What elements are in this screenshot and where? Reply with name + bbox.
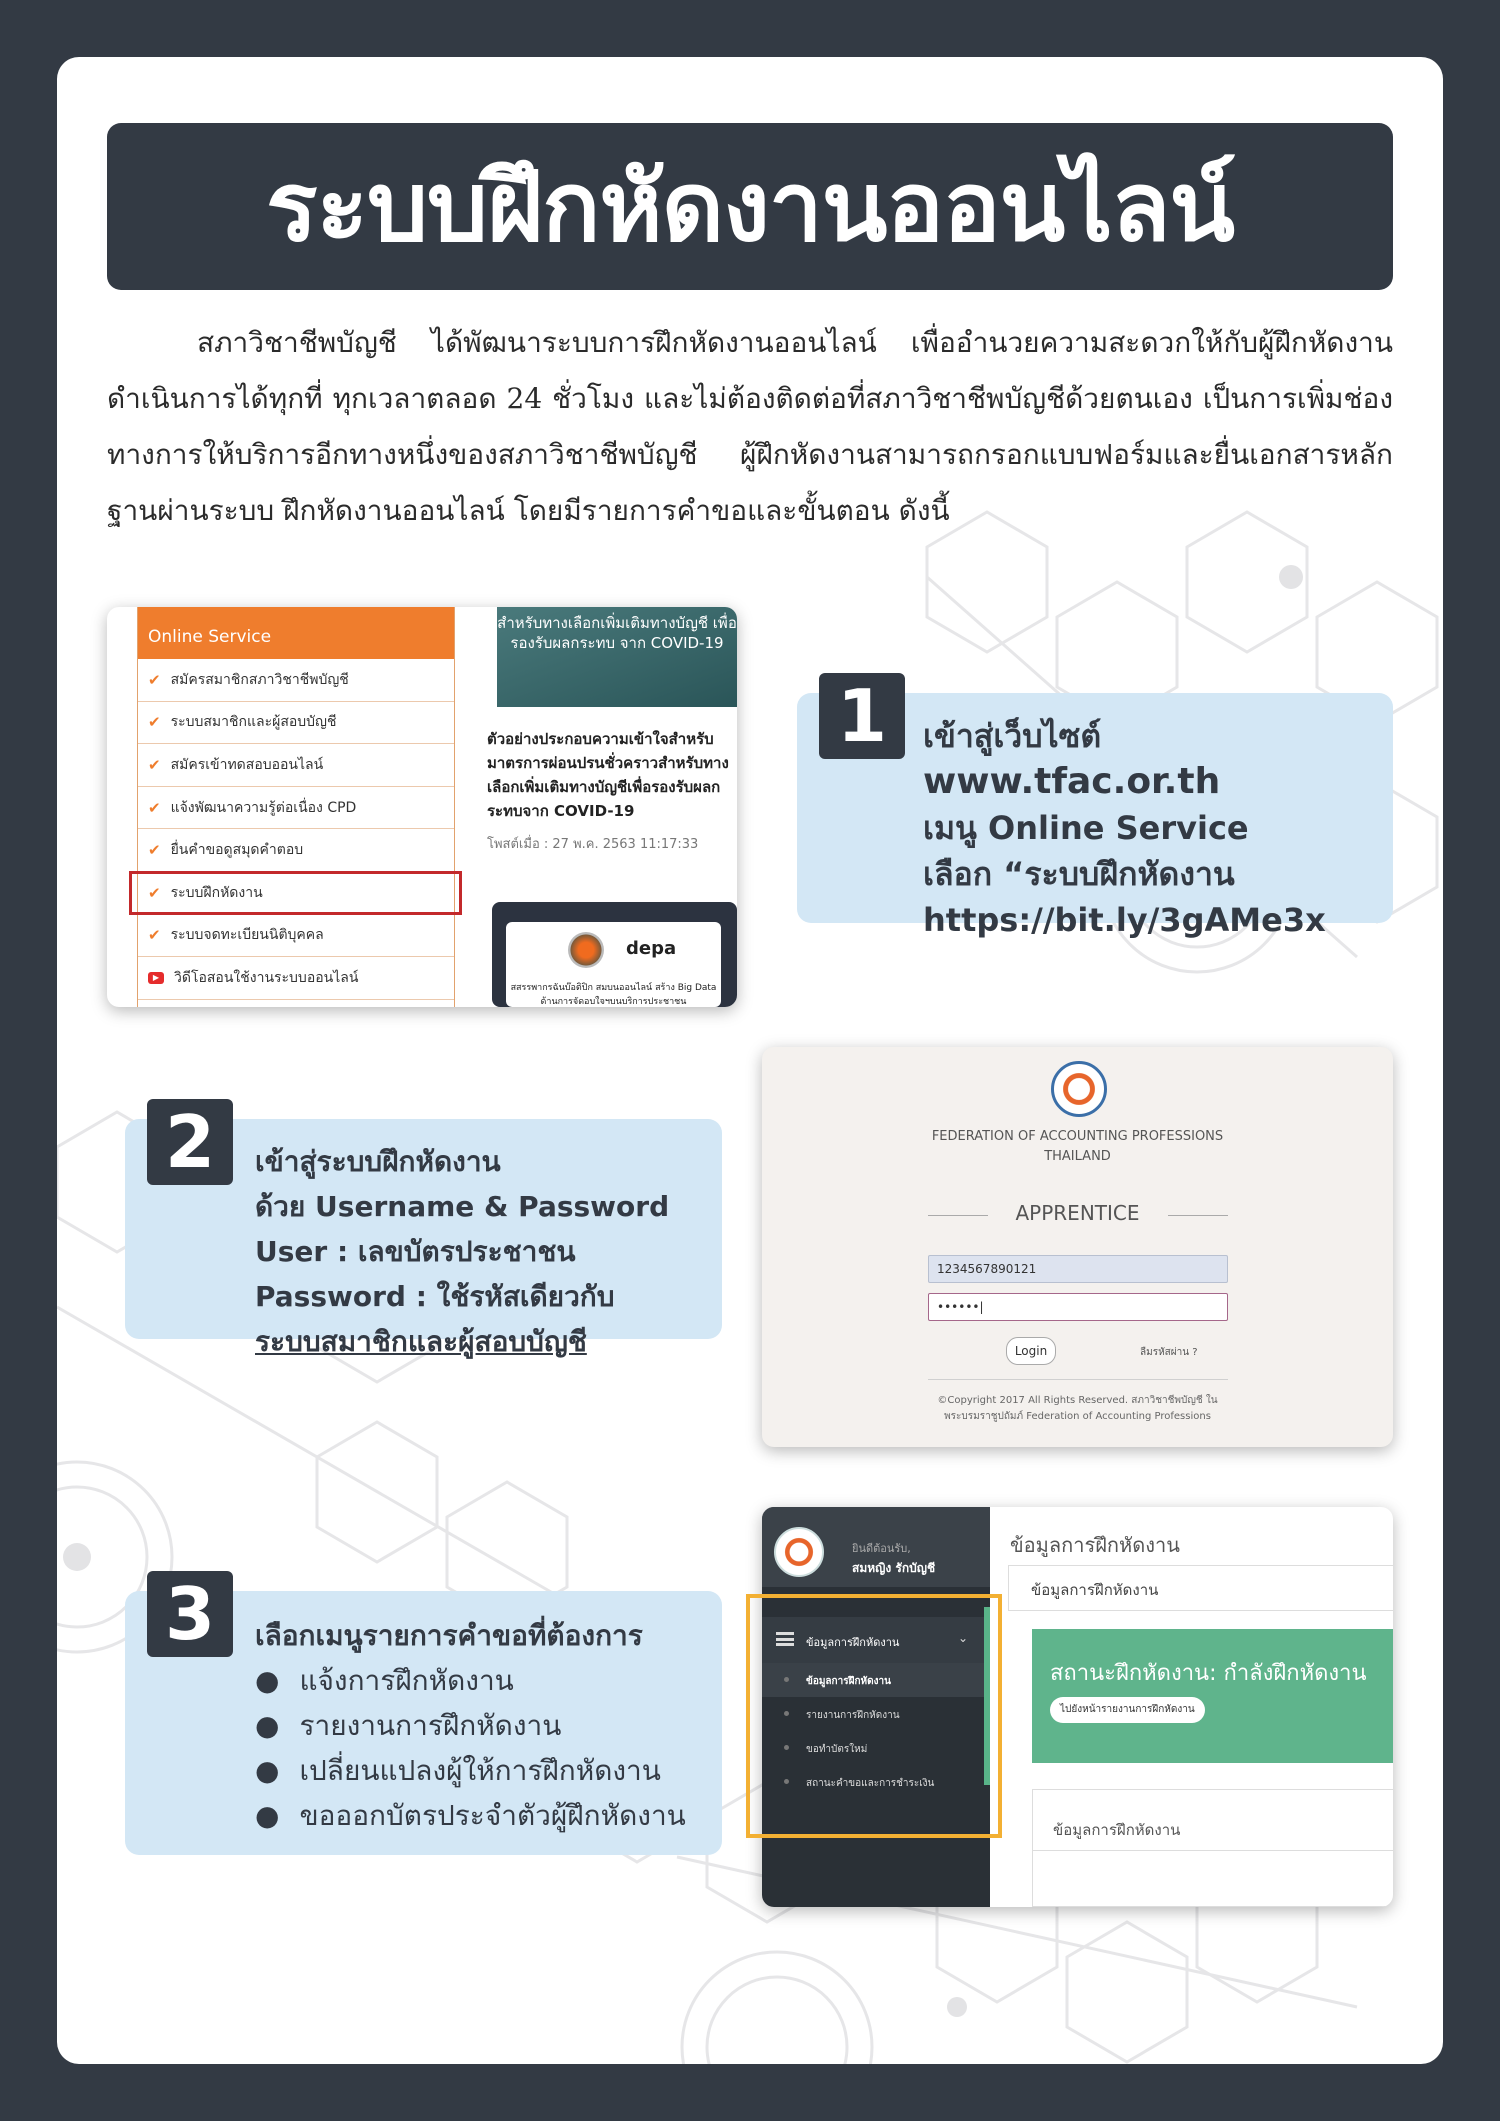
- check-icon: ✔: [148, 841, 161, 860]
- news-card[interactable]: [492, 902, 737, 1007]
- menu-item-label: ระบบจดทะเบียนนิติบุคคล: [170, 927, 324, 944]
- menu-item-label: ระบบสมาชิกและผู้สอบบัญชี: [170, 714, 337, 731]
- list-item-label: ขอออกบัตรประจำตัวผู้ฝึกหัดงาน: [299, 1799, 686, 1832]
- step-number: 3: [147, 1571, 233, 1657]
- check-icon: ✔: [148, 926, 161, 945]
- forgot-password-link[interactable]: ลืมรหัสผ่าน ?: [1140, 1347, 1198, 1358]
- list-item-label: เปลี่ยนแปลงผู้ให้การฝึกหัดงาน: [299, 1754, 661, 1787]
- copyright-line: พระบรมราชูปถัมภ์ Federation of Accounting Professions: [944, 1411, 1211, 1422]
- go-to-report-button[interactable]: ไปยังหน้ารายงานการฝึกหัดงาน: [1050, 1697, 1205, 1723]
- check-icon: ✔: [148, 670, 161, 689]
- org-name: FEDERATION OF ACCOUNTING PROFESSIONS: [931, 1129, 1224, 1144]
- step-2-line-1: เข้าสู่ระบบฝึกหัดงาน: [255, 1145, 501, 1178]
- check-icon: ✔: [148, 798, 161, 817]
- status-text: สถานะฝึกหัดงาน: กำลังฝึกหัดงาน: [1050, 1661, 1367, 1686]
- step-1-line-1: [923, 713, 1393, 805]
- youtube-icon: ▶: [148, 972, 164, 984]
- info-panel-title: ข้อมูลการฝึกหัดงาน: [1053, 1821, 1181, 1839]
- step-number: 2: [147, 1099, 233, 1185]
- online-service-screenshot: [107, 607, 737, 1007]
- federation-seal-icon: [1051, 1061, 1107, 1117]
- online-service-menu: [137, 607, 455, 1007]
- menu-item-label: สมัครเข้าทดสอบออนไลน์: [170, 756, 324, 773]
- step-1-text: [923, 713, 1393, 943]
- org-country: THAILAND: [1044, 1149, 1111, 1164]
- username-input[interactable]: 1234567890121: [928, 1255, 1228, 1283]
- login-screenshot: [762, 1047, 1393, 1447]
- menu-item[interactable]: [138, 787, 454, 830]
- step-1-box: [797, 674, 1393, 939]
- divider: [928, 1379, 1228, 1380]
- subitem-label: ข้อมูลการฝึกหัดงาน: [806, 1676, 891, 1687]
- news-date: โพสต์เมื่อ : 27 พ.ค. 2563 11:17:33: [487, 837, 699, 852]
- status-card: [1032, 1629, 1393, 1763]
- menu-item[interactable]: [138, 702, 454, 745]
- news-card-inner: [506, 922, 721, 1007]
- check-icon: ✔: [148, 883, 161, 902]
- intro-paragraph: สภาวิชาชีพบัญชี ได้พัฒนาระบบการฝึกหัดงานออนไลน์ เพื่ออำนวยความสะดวกให้กับผู้ฝึกหัดงาน ดำเนินการได้ทุกที่ ทุกเวลาตลอด 24 ชั่วโมง และไม่ต้องติดต่อที่สภาวิชาชีพบัญชีด้วยตนเอง เป็นการเพิ่มช่องทางการให้บริการอีกทางหนึ่งของสภาวิชาชีพบัญชี ผู้ฝึกหัดงานสามารถกรอกแบบฟอร์มและยื่นเอกสารหลักฐานผ่านระบบ ฝึกหัดงานออนไลน์ โดยมีรายการคำขอและขั้นตอน ดังนี้: [107, 326, 1393, 527]
- step-2-text: [255, 1139, 669, 1364]
- copyright: [762, 1393, 1393, 1425]
- user-name: สมหญิง รักบัญชี: [852, 1561, 936, 1575]
- title-banner: [107, 123, 1393, 290]
- check-icon: ✔: [148, 755, 161, 774]
- list-item: [255, 1793, 686, 1838]
- menu-item-label: แจ้งพัฒนาความรู้ต่อเนื่อง CPD: [170, 799, 357, 816]
- bullet-icon: ●: [255, 1754, 280, 1787]
- login-button[interactable]: Login: [1006, 1337, 1056, 1365]
- menu-item-label: สมัครสมาชิกสภาวิชาชีพบัญชี: [170, 671, 349, 688]
- subitem-label: ขอทำบัตรใหม่: [806, 1744, 868, 1755]
- bullet-icon: ●: [255, 1664, 280, 1697]
- welcome-text: ยินดีต้อนรับ,: [852, 1542, 911, 1555]
- step-2-line-2: ด้วย Username & Password: [255, 1190, 670, 1223]
- list-item: [255, 1658, 686, 1703]
- step-2-line-4: Password : ใช้รหัสเดียวกับ: [255, 1280, 615, 1313]
- step-2-box: [125, 1100, 722, 1358]
- chevron-down-icon: ⌄: [957, 1631, 968, 1645]
- menu-item[interactable]: [138, 829, 454, 872]
- highlight-box: [129, 871, 462, 915]
- info-panel: [1032, 1789, 1393, 1907]
- subitem-label: รายงานการฝึกหัดงาน: [806, 1710, 900, 1721]
- divider: [1033, 1850, 1393, 1851]
- step-3-box: [125, 1572, 722, 1855]
- list-item-label: รายงานการฝึกหัดงาน: [299, 1709, 562, 1742]
- menu-item[interactable]: [138, 659, 454, 702]
- step-1-line-3: เลือก “ระบบฝึกหัดงาน: [923, 855, 1235, 893]
- bullet-icon: ●: [255, 1799, 280, 1832]
- step-1-line-2: เมนู Online Service: [923, 809, 1249, 847]
- seal-icon: [568, 932, 604, 968]
- step-3-text: [255, 1613, 686, 1838]
- login-heading: APPRENTICE: [1015, 1201, 1140, 1225]
- short-link[interactable]: https://bit.ly/3gAMe3x: [923, 901, 1326, 939]
- news-image-caption: สำหรับทางเลือกเพิ่มเติมทางบัญชี เพื่อรองรับผลกระทบ จาก COVID-19: [497, 614, 737, 652]
- depa-logo: depa: [626, 938, 677, 959]
- password-input[interactable]: ••••••|: [928, 1293, 1228, 1321]
- website-link[interactable]: www.tfac.or.th: [923, 761, 1221, 802]
- member-system-link[interactable]: ระบบสมาชิกและผู้สอบบัญชี: [255, 1325, 587, 1358]
- user-panel: [762, 1507, 990, 1587]
- list-item: [255, 1748, 686, 1793]
- check-icon: ✔: [148, 713, 161, 732]
- list-item: [255, 1703, 686, 1748]
- avatar: [774, 1527, 824, 1577]
- news-image: [497, 607, 737, 707]
- page-title: ระบบฝึกหัดงานออนไลน์: [265, 150, 1235, 263]
- step-3-title: เลือกเมนูรายการคำขอที่ต้องการ: [255, 1619, 643, 1652]
- menu-label: ข้อมูลการฝึกหัดงาน: [806, 1636, 900, 1649]
- step-number: 1: [819, 673, 905, 759]
- highlight-box: [746, 1594, 1002, 1838]
- dashboard-title: ข้อมูลการฝึกหัดงาน: [1010, 1533, 1180, 1557]
- step-2-line-3: User : เลขบัตรประชาชน: [255, 1235, 576, 1268]
- list-item-label: แจ้งการฝึกหัดงาน: [299, 1664, 514, 1697]
- poster-card: [57, 57, 1443, 2064]
- bullet-icon: ●: [255, 1709, 280, 1742]
- federation-name: [762, 1127, 1393, 1167]
- subitem-label: สถานะคำขอและการชำระเงิน: [806, 1778, 935, 1789]
- copyright-line: ©Copyright 2017 All Rights Reserved. สภาวิชาชีพบัญชี ใน: [937, 1395, 1218, 1406]
- online-service-header: Online Service: [138, 607, 454, 659]
- panel-header: ข้อมูลการฝึกหัดงาน: [1008, 1565, 1393, 1611]
- menu-item[interactable]: [138, 957, 454, 1000]
- menu-item-label: วิดีโอสอนใช้งานระบบออนไลน์: [174, 969, 359, 986]
- menu-item[interactable]: [138, 915, 454, 958]
- news-headline[interactable]: ตัวอย่างประกอบความเข้าใจสำหรับมาตรการผ่อนปรนชั่วคราวสำหรับทางเลือกเพิ่มเติมทางบัญชีเพื่อรองรับผลกระทบจาก COVID-19: [487, 730, 729, 820]
- step-text: เข้าสู่เว็บไซต์: [923, 717, 1102, 755]
- menu-item-label: ยื่นคำขอดูสมุดคำตอบ: [170, 842, 304, 859]
- menu-item[interactable]: [138, 744, 454, 787]
- news-card-caption: สสรรพากรฉันบ๊อติปิก สมบนออนไลน์ สร้าง Big Data ด้านการจัดอบใจฯบนบริการประชาชน: [510, 983, 717, 1007]
- menu-item-label: ระบบฝึกหัดงาน: [170, 884, 263, 901]
